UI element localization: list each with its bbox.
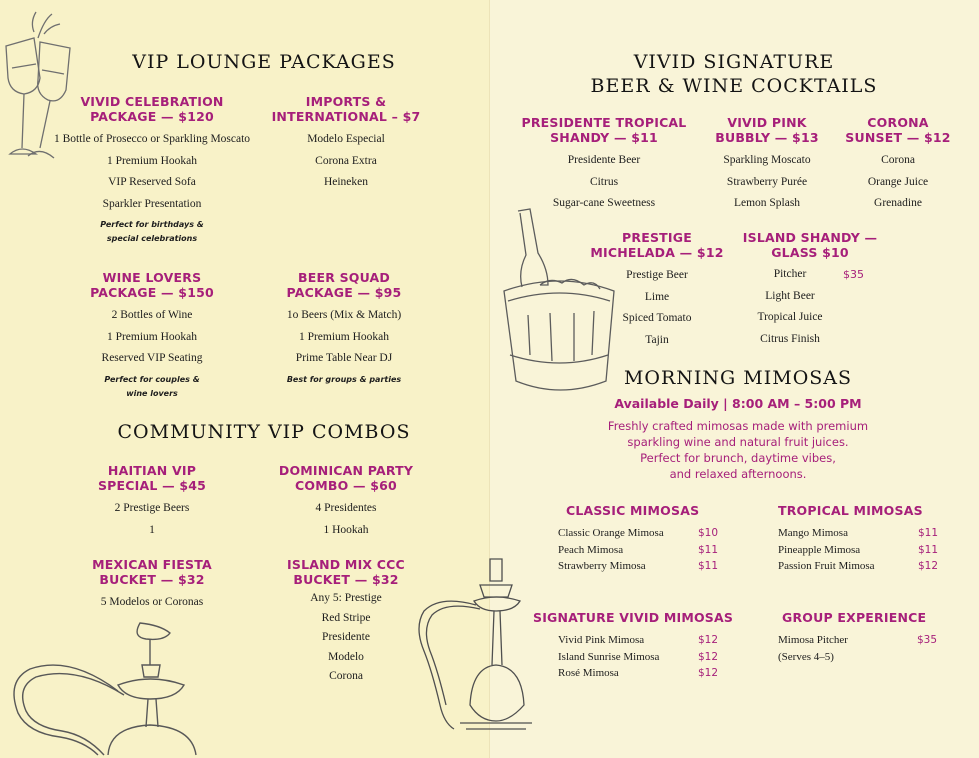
list-item: Heineken	[323, 176, 369, 188]
list-item: Strawberry Mimosa $11	[558, 560, 719, 572]
list-item: Tropical Juice	[757, 311, 823, 323]
list-item: 1 Hookah	[323, 523, 369, 536]
package-note: Perfect for couples & wine lovers	[104, 374, 200, 398]
combo-dominican-party	[246, 463, 446, 541]
list-item: 4 Presidentes	[315, 502, 377, 514]
combo-items	[246, 498, 446, 541]
list-item: Pitcher	[773, 268, 807, 280]
list-item: 1 Premium Hookah	[106, 330, 198, 343]
package-title: BEER SQUAD PACKAGE — $95	[286, 270, 402, 300]
combo-haitian-vip	[52, 463, 252, 541]
list-item: Citrus Finish	[760, 332, 820, 345]
package-title: VIVID CELEBRATION PACKAGE — $120	[80, 94, 224, 124]
package-note: Perfect for birthdays & special celebrations	[100, 220, 204, 243]
list-item: Lemon Splash	[733, 197, 801, 209]
list-item: Modelo Especial	[307, 133, 385, 145]
hookah-icon	[0, 615, 205, 758]
package-items	[52, 129, 252, 215]
package-note: Best for groups & parties	[286, 374, 402, 384]
list-item: 1 Bottle of Prosecco or Sparkling Moscato	[53, 133, 251, 145]
group-title: SIGNATURE VIVID MIMOSAS	[533, 610, 734, 625]
mimosa-group-signature	[533, 610, 733, 682]
cocktail-title: ISLAND SHANDY — GLASS $10	[742, 230, 878, 260]
list-item: Prime Table Near DJ	[295, 352, 393, 364]
list-item: Grenadine	[874, 197, 922, 209]
list-item: Tajin	[645, 333, 669, 346]
list-item: Passion Fruit Mimosa $12	[778, 560, 939, 572]
list-item: Lime	[644, 290, 670, 303]
combo-title: HAITIAN VIP SPECIAL — $45	[97, 463, 207, 493]
mimosa-group-classic	[558, 503, 728, 575]
cocktail-title: PRESTIGE MICHELADA — $12	[590, 230, 724, 260]
package-wine-lovers	[52, 270, 252, 401]
list-item: Corona	[881, 154, 915, 166]
cocktail-title: VIVID PINK BUBBLY — $13	[715, 115, 819, 145]
list-item: 1 Premium Hookah	[298, 330, 390, 343]
group-items	[558, 525, 728, 575]
list-item: (Serves 4–5)	[778, 650, 834, 663]
package-imports-international	[246, 94, 446, 194]
group-title: TROPICAL MIMOSAS	[778, 503, 923, 518]
list-item: Citrus	[589, 175, 619, 188]
list-item: Prestige Beer	[626, 269, 688, 281]
package-title: WINE LOVERS PACKAGE — $150	[90, 270, 214, 300]
package-items	[246, 129, 446, 194]
list-item: Light Beer	[765, 289, 815, 302]
vip-lounge-title: VIP LOUNGE PACKAGES	[132, 51, 396, 73]
mimosa-group-tropical	[778, 503, 958, 575]
group-title: GROUP EXPERIENCE	[782, 610, 927, 625]
cocktail-items	[504, 150, 704, 215]
cocktail-corona-sunset	[838, 115, 958, 215]
list-item: Red Stripe	[321, 611, 371, 624]
community-combos-title: COMMUNITY VIP COMBOS	[117, 421, 411, 443]
list-item: Spiced Tomato	[622, 312, 692, 324]
mimosa-description: Freshly crafted mimosas made with premium sparkling wine and natural fruit juices. Perfect for brunch, daytime vibes, and relaxed afternoons.	[607, 419, 869, 481]
list-item: Modelo	[328, 650, 364, 663]
combo-island-mix	[246, 557, 446, 687]
list-item: Sugar-cane Sweetness	[552, 197, 656, 209]
cocktail-title: CORONA SUNSET — $12	[845, 115, 951, 145]
list-item: Classic Orange Mimosa $10	[558, 527, 719, 539]
list-item: Vivid Pink Mimosa $12	[558, 634, 719, 646]
cocktail-prestige-michelada	[582, 230, 732, 351]
list-item: Rosé Mimosa $12	[558, 667, 719, 679]
list-item: Mango Mimosa $11	[778, 527, 939, 539]
list-item: Presidente	[322, 631, 370, 643]
package-title: IMPORTS & INTERNATIONAL – $7	[271, 94, 421, 124]
list-item: 2 Prestige Beers	[114, 502, 190, 514]
combo-title: MEXICAN FIESTA BUCKET — $32	[92, 557, 212, 587]
combo-mexican-fiesta	[52, 557, 252, 614]
group-title: CLASSIC MIMOSAS	[566, 503, 700, 518]
list-item: Presidente Beer	[567, 154, 641, 166]
list-item: 1	[149, 523, 155, 536]
list-item: VIP Reserved Sofa	[108, 176, 196, 188]
list-item: Orange Juice	[867, 175, 929, 188]
group-items	[778, 525, 958, 575]
cocktail-items	[838, 150, 958, 215]
list-item: Pineapple Mimosa $11	[778, 543, 939, 556]
list-item: Any 5: Prestige	[310, 592, 382, 604]
cocktail-island-shandy	[730, 230, 890, 260]
list-item: 1 Premium Hookah	[106, 154, 198, 167]
list-item: Sparkling Moscato	[723, 154, 811, 166]
list-item: 2 Bottles of Wine	[111, 309, 193, 321]
package-vivid-celebration	[52, 94, 252, 246]
package-items	[244, 305, 444, 370]
package-items	[52, 305, 252, 370]
cocktail-title: PRESIDENTE TROPICAL SHANDY — $11	[521, 115, 687, 145]
list-item: Corona	[329, 670, 363, 682]
cocktail-items	[740, 264, 840, 350]
cocktail-items	[552, 265, 762, 351]
list-item: 5 Modelos or Coronas	[100, 596, 204, 608]
list-item: Corona Extra	[315, 154, 377, 167]
list-item: Strawberry Purée	[726, 175, 808, 188]
combo-title: ISLAND MIX CCC BUCKET — $32	[287, 557, 405, 587]
pitcher-price: $35	[843, 268, 864, 281]
morning-mimosas-title: MORNING MIMOSAS	[623, 367, 853, 389]
mimosa-group-experience	[778, 610, 958, 665]
list-item: 1o Beers (Mix & Match)	[286, 309, 402, 321]
cocktail-presidente-tropical-shandy	[504, 115, 704, 215]
list-item: Reserved VIP Seating	[101, 352, 203, 364]
list-item: Peach Mimosa $11	[558, 543, 719, 556]
list-item: Mimosa Pitcher $35	[778, 634, 938, 646]
list-item: Sparkler Presentation	[102, 197, 202, 210]
combo-items	[246, 589, 446, 687]
group-items	[778, 632, 958, 665]
combo-items	[52, 498, 252, 541]
group-items	[558, 632, 733, 682]
availability-text: Available Daily | 8:00 AM – 5:00 PM	[614, 396, 862, 411]
signature-cocktails-title: VIVID SIGNATURE BEER & WINE COCKTAILS	[590, 51, 878, 97]
cocktail-vivid-pink-bubbly	[697, 115, 837, 215]
combo-title: DOMINICAN PARTY COMBO — $60	[278, 463, 414, 493]
cocktail-items	[697, 150, 837, 215]
list-item: Island Sunrise Mimosa $12	[558, 650, 719, 663]
combo-items	[52, 592, 252, 614]
package-beer-squad	[244, 270, 444, 387]
